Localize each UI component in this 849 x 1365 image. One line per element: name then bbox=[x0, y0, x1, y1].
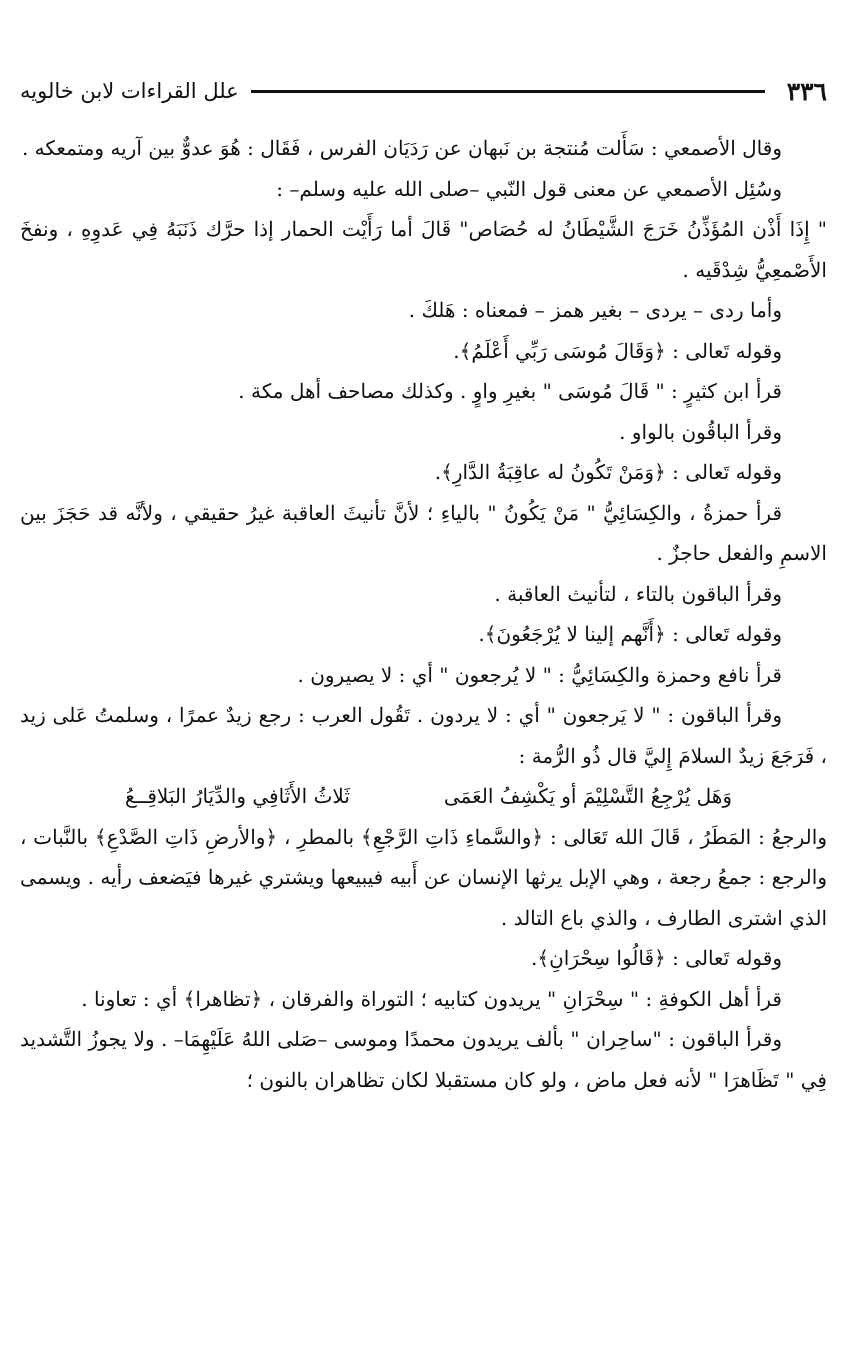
paragraph: وقرأ الباقون بالتاء ، لتأنيث العاقبة . bbox=[494, 581, 782, 606]
poetry-verse bbox=[20, 776, 827, 817]
page-number: ٣٣٦ bbox=[786, 76, 827, 106]
paragraph: قرأ أهل الكوفةِ : " سِحْرَانِ " يريدون كتابيه ؛ التوراة والفرقان ، ﴿تظاهرا﴾ أي : تعاونا . bbox=[81, 986, 782, 1011]
paragraph: وقال الأصمعي : سَأَلت مُنتجة بن نَبهان عن رَدَيَان الفرس ، فَقَال : هُوَ عدوٌّ بين آريه ومتمعكه . bbox=[21, 136, 782, 160]
paragraph: والرجعُ : المَطَرُ ، قَالَ الله تَعَالى : ﴿والسَّماءِ ذَاتِ الرَّجْعِ﴾ بالمطرِ ، ﴿والأرضِ ذَاتِ الصَّدْعِ﴾ بالنَّبات ، والرجع : جمعُ رجعة ، وهي الإبل يرثها الإنسان عن أَبيه فيبيعها ويشتري غيرها فيَضعف رأيه . ويسمى الذي اشترى الطارف ، والذي باع التالد . bbox=[20, 824, 827, 930]
page-header bbox=[20, 74, 827, 108]
paragraph: وقوله تَعالى : ﴿قَالُوا سِحْرَانِ﴾. bbox=[531, 946, 782, 970]
header-rule bbox=[251, 90, 765, 93]
verse-first-hemistich: وَهَل يُرْجِعُ التَّسْلِيْمَ أو يَكْشِفُ العَمَى bbox=[443, 784, 732, 808]
page-body bbox=[20, 128, 827, 1100]
paragraph: قرأ نافع وحمزة والكِسَائِيُّ : " لا يُرجعون " أي : لا يصيرون . bbox=[297, 662, 782, 687]
paragraph: وقوله تَعالى : ﴿وَمَنْ تَكُونُ له عاقِبَةُ الدَّارِ﴾. bbox=[434, 460, 782, 484]
paragraph: وقوله تَعالى : ﴿وَقَالَ مُوسَى رَبِّي أَعْلَمُ﴾. bbox=[453, 338, 782, 363]
paragraph: وقرأ الباقُون بالواو . bbox=[619, 419, 782, 444]
paragraph: " إِذَا أَذْن المُؤَذِّنُ خَرَجَ الشَّيْطَانُ له حُصَاص" قَالَ أما رَأَيْت الحمار إذا حرَّك ذَنَبَهُ فِي عَدوِهِ ، ونفخَ الأَصْمعِيُّ شِدْقَيه . bbox=[20, 217, 827, 282]
paragraph: قرأ حمزةُ ، والكِسَائِيُّ " مَنْ يَكُونُ " بالياءِ ؛ لأنَّ تأنيثَ العاقبة غيرُ حقيقي ، ولأنَّه قد حَجَزَ بين الاسمِ والفعل حاجزٌ . bbox=[20, 500, 827, 565]
paragraph: وقوله تَعالى : ﴿أَنَّهم إلينا لا يُرْجَعُونَ﴾. bbox=[478, 622, 782, 646]
paragraph: قرأ ابن كثيرٍ : " قَالَ مُوسَى " بغيرِ واوٍ . وكذلك مصاحف أهل مكة . bbox=[238, 379, 782, 403]
paragraph: وقرأ الباقون : " لا يَرجعون " أي : لا يردون . تَقُول العرب : رجع زيدٌ عمرًا ، وسلمتُ عَلى زيد ، فَرَجَعَ زيدٌ السلامَ إِليَّ قال ذُو الرُّمة : bbox=[20, 703, 827, 768]
verse-second-hemistich: ثَلاثُ الأَثَافِي والدِّيَارُ البَلاقِــعُ bbox=[125, 784, 350, 808]
paragraph: وسُئِل الأصمعي عن معنى قول النّبي –صلى الله عليه وسلم– : bbox=[276, 176, 782, 201]
running-title: علل القراءات لابن خالويه bbox=[20, 79, 239, 103]
paragraph: وأما ردى – يردى – بغير همز – فمعناه : هَلكَ . bbox=[408, 298, 782, 322]
paragraph: وقرأ الباقون : "ساحِران " بألف يريدون محمدًا وموسى –صَلى اللهُ عَلَيْهِمَا– . ولا يجوزُ التَّشديد فِي " تَظَاهرَا " لأنه فعل ماض ، ولو كان مستقبلا لكان تظاهران بالنون ؛ bbox=[20, 1027, 827, 1092]
